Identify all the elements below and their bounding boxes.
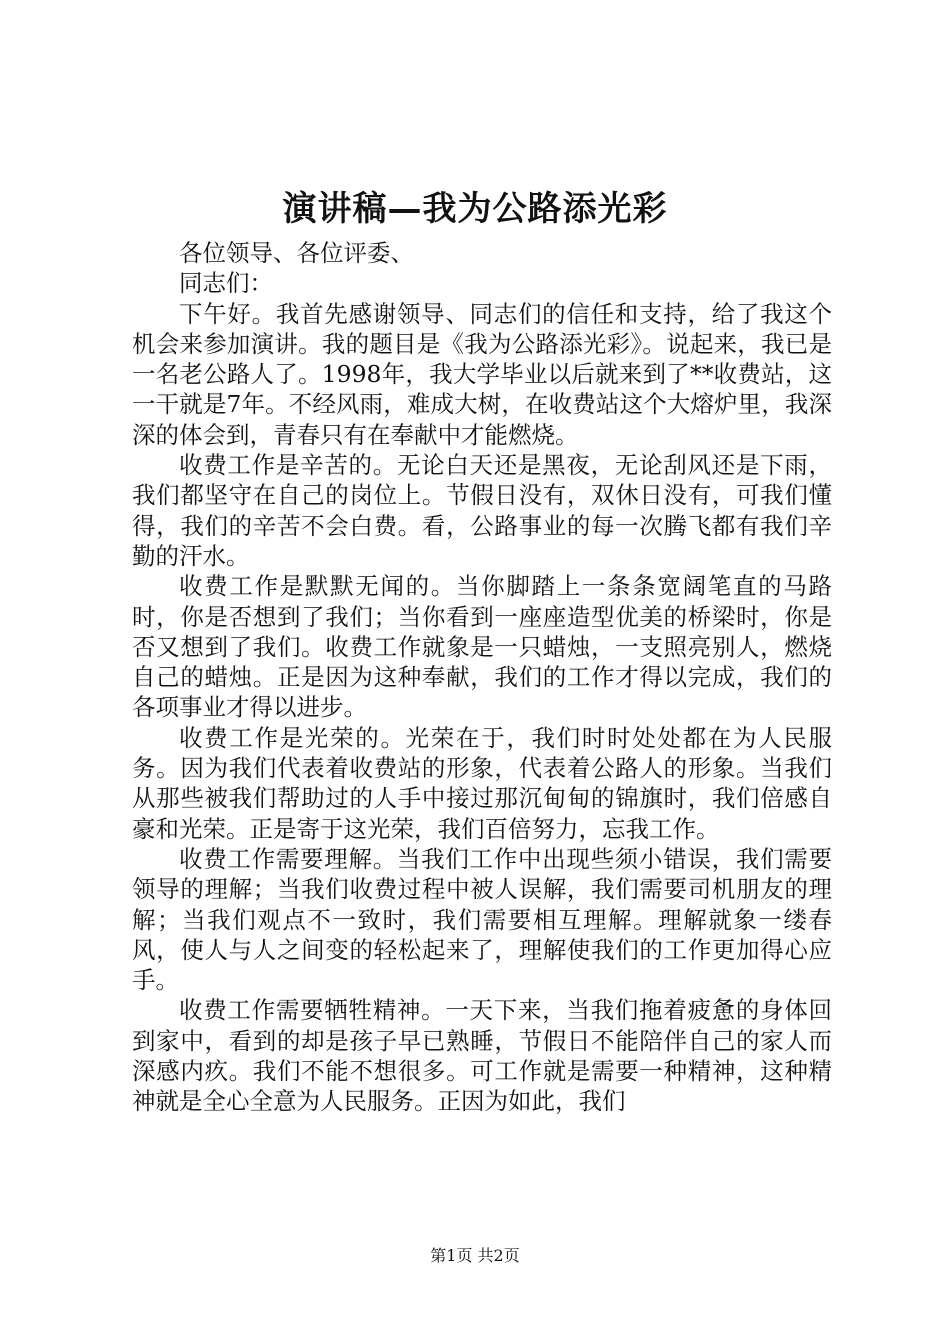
page-footer (0, 1244, 950, 1268)
page-number: 第1页 (430, 1246, 473, 1265)
body-paragraph: 收费工作需要牺牲精神。一天下来，当我们拖着疲惫的身体回到家中，看到的却是孩子早已熟睡，节假日不能陪伴自己的家人而深感内疚。我们不能不想很多。可工作就是需要一种精神，这种精神就是全心全意为人民服务。正因为如此，我们 (132, 996, 832, 1116)
body-paragraph: 收费工作是辛苦的。无论白天还是黑夜，无论刮风还是下雨，我们都坚守在自己的岗位上。节假日没有，双休日没有，可我们懂得，我们的辛苦不会白费。看，公路事业的每一次腾飞都有我们辛勤的汗水。 (132, 451, 832, 570)
page-total: 共2页 (477, 1246, 520, 1265)
document-body (132, 238, 832, 1117)
document-title: 演讲稿—我为公路添光彩 (282, 189, 668, 229)
salutation-line: 同志们： (179, 269, 273, 298)
salutation-line: 各位领导、各位评委、 (179, 239, 414, 267)
body-paragraph: 下午好。我首先感谢领导、同志们的信任和支持，给了我这个机会来参加演讲。我的题目是《我为公路添光彩》。说起来，我已是一名老公路人了。1998年，我大学毕业以后就来到了**收费站，这一干就是7年。不经风雨，难成大树，在收费站这个大熔炉里，我深深的体会到，青春只有在奉献中才能燃烧。 (132, 299, 832, 449)
body-paragraph: 收费工作需要理解。当我们工作中出现些须小错误，我们需要领导的理解；当我们收费过程中被人误解，我们需要司机朋友的理解；当我们观点不一致时，我们需要相互理解。理解就象一缕春风，使人与人之间变的轻松起来了，理解使我们的工作更加得心应手。 (132, 844, 832, 995)
body-paragraph: 收费工作是默默无闻的。当你脚踏上一条条宽阔笔直的马路时，你是否想到了我们；当你看到一座座造型优美的桥梁时，你是否又想到了我们。收费工作就象是一只蜡烛，一支照亮别人，燃烧自己的蜡烛。正是因为这种奉献，我们的工作才得以完成，我们的各项事业才得以进步。 (132, 572, 832, 722)
body-paragraph: 收费工作是光荣的。光荣在于，我们时时处处都在为人民服务。因为我们代表着收费站的形象，代表着公路人的形象。当我们从那些被我们帮助过的人手中接过那沉甸甸的锦旗时，我们倍感自豪和光荣。正是寄于这光荣，我们百倍努力，忘我工作。 (132, 723, 832, 843)
